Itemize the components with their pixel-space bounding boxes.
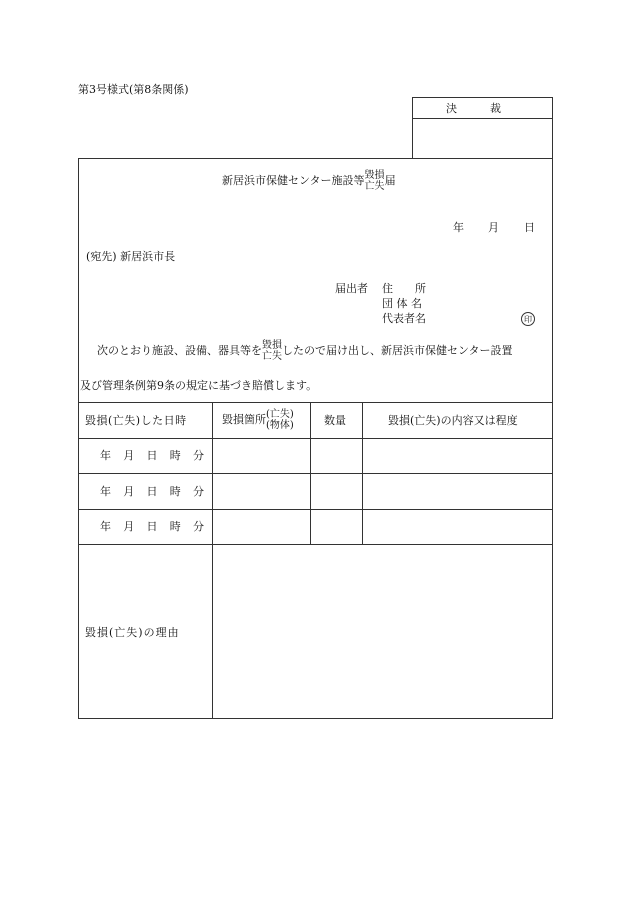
row1-month: 月: [123, 449, 135, 462]
statement-line-2: 及び管理条例第9条の規定に基づき賠償します。: [80, 379, 318, 392]
seal-mark: 印: [521, 312, 535, 326]
col-line-1: [212, 402, 213, 719]
row2-day: 日: [146, 485, 158, 498]
title-suffix: 届: [384, 174, 396, 187]
statement-line-1: [97, 337, 513, 365]
title-stack: [365, 170, 385, 192]
row-line-2: [78, 509, 553, 510]
header-extent: 毀損(亡失)の内容又は程度: [388, 414, 518, 427]
header-quantity: 数量: [324, 414, 346, 427]
date-day: 日: [524, 221, 535, 234]
row1-minute: 分: [193, 449, 204, 462]
table-row-2-date: [100, 486, 204, 497]
date-year: 年: [453, 221, 464, 234]
row-line-3: [78, 544, 553, 545]
row1-hour: 時: [169, 449, 181, 462]
row3-year: 年: [100, 520, 111, 533]
row-line-1: [78, 473, 553, 474]
row2-hour: 時: [169, 485, 181, 498]
col-line-2: [310, 402, 311, 544]
table-top-line: [78, 402, 553, 403]
col-line-3: [362, 402, 363, 544]
row3-month: 月: [123, 520, 135, 533]
row2-year: 年: [100, 485, 111, 498]
form-title: [222, 166, 396, 196]
reason-label: 毀損(亡失)の理由: [85, 626, 180, 639]
address-label: 住 所: [382, 282, 426, 295]
title-prefix: 新居浜市保健センター施設等: [222, 174, 365, 187]
header-datetime: 毀損(亡失)した日時: [85, 414, 187, 427]
row3-hour: 時: [169, 520, 181, 533]
statement-stack: [262, 340, 282, 362]
row2-minute: 分: [193, 485, 204, 498]
representative-label: 代表者名: [382, 312, 426, 325]
header-location-main: 毀損箇所: [222, 413, 266, 426]
header-location: [222, 406, 294, 434]
statement-part-2: したので届け出し、新居浜市保健センター設置: [282, 344, 513, 357]
row2-month: 月: [123, 485, 135, 498]
table-row-3-date: [100, 521, 204, 532]
header-location-top: (亡失): [266, 409, 294, 420]
header-location-stack: [266, 409, 294, 431]
row3-day: 日: [146, 520, 158, 533]
applicant-label: 届出者: [335, 282, 368, 295]
table-row-1-date: [100, 450, 204, 461]
date-month: 月: [488, 221, 499, 234]
addressee: (宛先) 新居浜市長: [86, 250, 176, 263]
approval-label: 決 裁: [446, 102, 501, 115]
group-label: 団 体 名: [382, 297, 422, 310]
title-stack-top: 毀損: [364, 170, 385, 181]
statement-part-1: 次のとおり施設、設備、器具等を: [97, 344, 262, 357]
row1-year: 年: [100, 449, 111, 462]
row1-day: 日: [146, 449, 158, 462]
statement-stack-bottom: 亡失: [262, 351, 282, 362]
title-stack-bottom: 亡失: [364, 181, 385, 192]
table-header-line: [78, 438, 553, 439]
statement-stack-top: 毀損: [262, 340, 282, 351]
form-number: 第3号様式(第8条関係): [78, 83, 189, 96]
header-location-bottom: (物体): [266, 420, 294, 431]
row3-minute: 分: [193, 520, 204, 533]
approval-divider: [412, 118, 553, 119]
